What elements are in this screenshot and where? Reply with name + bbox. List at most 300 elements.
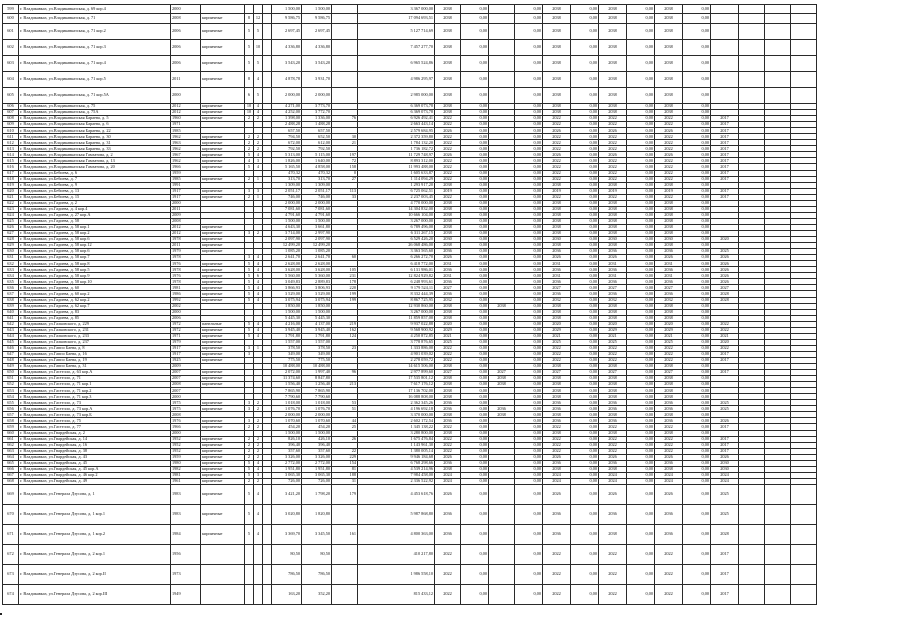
cell-y2: 2038 [543,72,571,88]
cell-v1: 0,00 [461,267,489,273]
cell-floors: 10 [245,104,254,110]
cell-year: 1971 [171,122,201,128]
cell-area: 3 369,70 [272,524,302,544]
cell-y1: 2038 [435,315,461,321]
cell-ent: 2 [254,230,263,236]
cell-y3: 2038 [599,14,627,24]
cell-v3: 0,00 [515,194,543,200]
cell-address: г. Владикавказ, ул.Генерала Дзусова, д. 1 [19,484,171,504]
cell-area2: 9 586,75 [302,14,332,24]
cell-year: 1975 [171,406,201,412]
cell-empty [791,584,817,604]
cell-v3: 0,00 [515,224,543,230]
cell-y1: 2038 [435,309,461,315]
cell-year: 2009 [171,364,201,370]
cell-y2: 2029 [543,327,571,333]
cell-floors [245,544,254,564]
cell-floors: 5 [245,24,254,40]
cell-v6: 0,00 [683,448,711,454]
cell-cost: 1 293 917,20 [358,182,435,188]
cell-empty [765,88,791,104]
cell-area2: 396,40 [302,442,332,448]
cell-v5: 0,00 [627,424,655,430]
cell-no: 660 [3,430,19,436]
cell-material: кирпичные [201,333,245,339]
cell-f6 [263,524,272,544]
cell-y1: 2022 [435,140,461,146]
cell-cost: 17 094 693,51 [358,14,435,24]
cell-v5: 0,00 [627,285,655,291]
cell-floors: 3 [245,351,254,357]
cell-floors: 3 [245,418,254,424]
cell-v4: 0,00 [571,406,599,412]
cell-floors: 2 [245,194,254,200]
cell-y1: 2038 [435,14,461,24]
cell-area: 378,50 [272,345,302,351]
cell-y5: 2017 [711,170,739,176]
cell-y4: 2026 [655,255,683,261]
cell-no: 617 [3,170,19,176]
cell-area: 9 586,75 [272,14,302,24]
cell-y4: 2024 [655,472,683,478]
cell-y4: 2038 [655,309,683,315]
cell-v4: 0,00 [571,134,599,140]
cell-y1: 2038 [435,388,461,394]
cell-v1: 0,00 [461,230,489,236]
cell-area: 3 075,94 [272,297,302,303]
cell-ent: 2 [254,400,263,406]
cell-floors: 2 [245,146,254,152]
cell-v3: 0,00 [515,122,543,128]
cell-address: г. Владикавказ, ул.Гадиева, д. 58 кор.10 [19,279,171,285]
cell-no: 601 [3,24,19,40]
cell-y4: 2022 [655,442,683,448]
cell-empty [739,40,765,56]
cell-y5: 2017 [711,128,739,134]
cell-empty [765,564,791,584]
cell-y3: 2038 [599,72,627,88]
cell-y1: 2026 [435,128,461,134]
cell-floors: 6 [245,88,254,104]
cell-empty [765,524,791,544]
cell-year: 1966 [171,164,201,170]
cell-y3: 2038 [599,5,627,14]
cell-area2: 652,50 [302,134,332,140]
cell-cost: 4 770 000,00 [358,200,435,206]
cell-y2: 2022 [543,146,571,152]
cell-f6 [263,584,272,604]
cell-floors: 8 [245,72,254,88]
cell-v5: 0,00 [627,128,655,134]
cell-area: 5 165,50 [272,164,302,170]
cell-address: г. Владикавказ, ул.Гадиева, д. 58 кор.2 [19,230,171,236]
cell-material: кирпичные [201,442,245,448]
table-row [3,504,817,524]
cell-cost: 3 367 000,00 [358,5,435,14]
cell-y1: 2036 [435,291,461,297]
cell-no: 608 [3,116,19,122]
cell-y2: 2038 [543,388,571,394]
cell-v3: 0,00 [515,110,543,116]
cell-v3: 0,00 [515,14,543,24]
cell-year: 1952 [171,442,201,448]
cell-empty [791,544,817,564]
cell-y1: 2022 [435,170,461,176]
cell-area2: 3 065,30 [302,472,332,478]
cell-address: г. Владикавказ, ул.Гадиева, д. 83 [19,309,171,315]
cell-y5: 2026 [711,267,739,273]
cell-material: кирпичные [201,424,245,430]
cell-floors: 5 [245,273,254,279]
cell-v4: 0,00 [571,255,599,261]
cell-y4: 2022 [655,122,683,128]
cell-year: 1976 [171,261,201,267]
cell-y5 [711,72,739,88]
cell-area2: 1 070,60 [302,418,332,424]
cell-v3: 0,00 [515,158,543,164]
table-row [3,88,817,104]
cell-area: 3 020,80 [272,504,302,524]
cell-y5: 2025 [711,484,739,504]
cell-y2: 2020 [543,321,571,327]
cell-y4: 2022 [655,544,683,564]
cell-v2: 2038 [489,303,515,309]
cell-v2 [489,524,515,544]
cell-floors: 5 [245,327,254,333]
cell-cost: 7 984 458,00 [358,472,435,478]
cell-address: г. Владикавказ, ул.Гвардейская, д. 45 кор.А [19,466,171,472]
cell-v2: 2027 [489,370,515,376]
cell-area: 2 697,45 [272,24,302,40]
cell-no: 672 [3,544,19,564]
cell-v1: 0,00 [461,564,489,584]
cell-empty [791,88,817,104]
cell-address: г. Владикавказ, ул.Владикавказская Бараева, д. 22 [19,128,171,134]
cell-no: 623 [3,206,19,212]
cell-y3: 2022 [599,436,627,442]
cell-v6: 0,00 [683,134,711,140]
cell-area: 792,50 [272,146,302,152]
cell-v6: 0,00 [683,116,711,122]
cell-cost: 3 363 565,60 [358,249,435,255]
cell-y1: 2022 [435,424,461,430]
cell-y3: 2022 [599,176,627,182]
cell-y1: 2022 [435,345,461,351]
cell-v4: 0,00 [571,291,599,297]
cell-y5 [711,24,739,40]
cell-y3: 2022 [599,584,627,604]
cell-y3: 2021 [599,333,627,339]
cell-address: г. Владикавказ, ул.Гадиева, д. 27 кор.А [19,212,171,218]
cell-area: 2 772,00 [272,460,302,466]
cell-v5: 0,00 [627,436,655,442]
cell-y4: 2036 [655,279,683,285]
cell-y3: 2038 [599,524,627,544]
cell-cost: 3 778 876,65 [358,339,435,345]
cell-area2: 5 360,00 [302,273,332,279]
cell-v6: 0,00 [683,454,711,460]
cell-v5: 0,00 [627,188,655,194]
cell-cost: 5 127 714,69 [358,24,435,40]
cell-y3: 2036 [599,400,627,406]
cell-y5: 2030 [711,460,739,466]
cell-y1: 2022 [435,134,461,140]
cell-area2: 454,20 [302,424,332,430]
cell-y2: 2038 [543,364,571,370]
cell-v1: 0,00 [461,285,489,291]
cell-v3: 0,00 [515,164,543,170]
cell-y2: 2024 [543,472,571,478]
cell-v5: 0,00 [627,176,655,182]
cell-f9: 60 [332,255,358,261]
cell-material: кирпичные [201,261,245,267]
cell-y4: 2032 [655,297,683,303]
cell-y5: 2028 [711,291,739,297]
cell-address: г. Владикавказ, ул.Гадиева, д. 58 кор.6 [19,237,171,243]
cell-v6: 0,00 [683,466,711,472]
cell-v3: 0,00 [515,321,543,327]
cell-v4: 0,00 [571,297,599,303]
cell-v4: 0,00 [571,122,599,128]
cell-v5: 0,00 [627,339,655,345]
cell-y4: 2038 [655,40,683,56]
cell-ent: 4 [254,460,263,466]
cell-v5: 0,00 [627,56,655,72]
cell-v6: 0,00 [683,291,711,297]
cell-ent: 4 [254,72,263,88]
cell-year: 1956 [171,544,201,564]
cell-ent: 1 [254,176,263,182]
cell-v5: 0,00 [627,249,655,255]
cell-ent: 4 [254,333,263,339]
cell-y3: 2036 [599,249,627,255]
cell-area2: 1 500,00 [302,430,332,436]
cell-y2: 2022 [543,158,571,164]
cell-address: г. Владикавказ, ул.Владикавказская, д. 75А [19,110,171,116]
cell-ent: 4 [254,504,263,524]
cell-year: 1983 [171,484,201,504]
cell-area: 1 500,00 [272,309,302,315]
cell-y5: 2017 [711,370,739,376]
cell-v6: 0,00 [683,364,711,370]
cell-v1: 0,00 [461,303,489,309]
cell-y3: 2038 [599,466,627,472]
cell-v5: 0,00 [627,224,655,230]
cell-year: 1978 [171,237,201,243]
cell-area2: 426,10 [302,436,332,442]
cell-year: 1917 [171,345,201,351]
cell-v5: 0,00 [627,472,655,478]
cell-y1: 2022 [435,116,461,122]
cell-v1: 0,00 [461,176,489,182]
cell-y3: 2038 [599,230,627,236]
cell-v2 [489,584,515,604]
cell-address: г. Владикавказ, ул.Гадиева, д. 58 кор.8 [19,261,171,267]
cell-ent: 4 [254,164,263,170]
cell-no: 635 [3,279,19,285]
cell-area2: 4 791,60 [302,212,332,218]
cell-no: 613 [3,146,19,152]
cell-y5: 2017 [711,140,739,146]
cell-y3: 2036 [599,279,627,285]
cell-v4: 0,00 [571,237,599,243]
cell-v4: 0,00 [571,524,599,544]
cell-f9: 81 [332,466,358,472]
cell-y1: 2038 [435,376,461,382]
cell-v1: 0,00 [461,504,489,524]
cell-y4: 2026 [655,484,683,504]
cell-v4: 0,00 [571,110,599,116]
cell-f6 [263,5,272,14]
cell-y3: 2036 [599,418,627,424]
cell-v4: 0,00 [571,24,599,40]
cell-area2: 1 500,00 [302,5,332,14]
cell-area: 1 018,00 [272,400,302,406]
cell-material: кирпичные [201,400,245,406]
cell-no: 659 [3,424,19,430]
cell-no: 605 [3,88,19,104]
cell-material: кирпичные [201,297,245,303]
cell-cost: 14 615 506,00 [358,364,435,370]
cell-v4: 0,00 [571,158,599,164]
cell-ent: 2 [254,436,263,442]
cell-y3: 2038 [599,88,627,104]
cell-y2: 2038 [543,303,571,309]
cell-cost: 17 136 702,00 [358,388,435,394]
cell-area2: 786,50 [302,564,332,584]
cell-address: г. Владикавказ, ул.Гадиева, д. 85 [19,315,171,321]
cell-y4: 2036 [655,291,683,297]
cell-y2: 2022 [543,176,571,182]
cell-y4: 2019 [655,188,683,194]
cell-cost: 4 986 295,97 [358,72,435,88]
cell-v5: 0,00 [627,182,655,188]
cell-area: 3 543,20 [272,56,302,72]
cell-y1: 2038 [435,24,461,40]
cell-area: 1 791,80 [272,333,302,339]
cell-no: 671 [3,524,19,544]
cell-area: 1 500,00 [272,218,302,224]
cell-y4: 2031 [655,261,683,267]
cell-empty [739,14,765,24]
cell-no: 621 [3,194,19,200]
cell-material: кирпичные [201,104,245,110]
cell-y2: 2036 [543,406,571,412]
cell-v1: 0,00 [461,484,489,504]
cell-v4: 0,00 [571,584,599,604]
cell-material: кирпичные [201,406,245,412]
cell-v6: 0,00 [683,255,711,261]
cell-area: 5 313,00 [272,152,302,158]
cell-v1: 0,00 [461,237,489,243]
cell-v2 [489,40,515,56]
cell-v4: 0,00 [571,218,599,224]
cell-no: 610 [3,128,19,134]
cell-no: 628 [3,237,19,243]
cell-y2: 2027 [543,285,571,291]
cell-y3: 2038 [599,224,627,230]
cell-y3: 2038 [599,430,627,436]
cell-address: г. Владикавказ, ул.Гвардейская, д. 16 [19,442,171,448]
cell-area2: 7 790,60 [302,394,332,400]
cell-v6: 0,00 [683,430,711,436]
cell-year: 2006 [171,315,201,321]
cell-empty [791,24,817,40]
cell-v5: 0,00 [627,454,655,460]
cell-empty [739,564,765,584]
cell-cost: 3 280 800,00 [358,430,435,436]
cell-v5: 0,00 [627,230,655,236]
cell-area2: 352,20 [302,584,332,604]
cell-v5: 0,00 [627,170,655,176]
cell-v3: 0,00 [515,72,543,88]
cell-area2: 4 336,80 [302,40,332,56]
cell-v3: 0,00 [515,212,543,218]
cell-material [201,5,245,14]
cell-empty [739,72,765,88]
cell-v4: 0,00 [571,72,599,88]
cell-y3: 2020 [599,321,627,327]
cell-v3: 0,00 [515,472,543,478]
cell-address: г. Владикавказ, ул.Бебиева, д. 15 [19,194,171,200]
cell-address: г. Владикавказ, ул.Владикавказская Бараева, д. 31 [19,140,171,146]
cell-v1: 0,00 [461,478,489,484]
cell-cost: 1 736 182,72 [358,146,435,152]
cell-v3: 0,00 [515,188,543,194]
cell-v1: 0,00 [461,321,489,327]
cell-cost: 3 267 000,00 [358,218,435,224]
cell-v1: 0,00 [461,206,489,212]
cell-area2: 1 336,00 [302,116,332,122]
cell-v5: 0,00 [627,40,655,56]
cell-y4: 2025 [655,339,683,345]
cell-v1: 0,00 [461,104,489,110]
cell-floors: 5 [245,291,254,297]
cell-y3: 2022 [599,345,627,351]
cell-area: 2 488,28 [272,122,302,128]
cell-f9: 229 [332,454,358,460]
cell-f6 [263,88,272,104]
cell-v3: 0,00 [515,524,543,544]
cell-v3: 0,00 [515,351,543,357]
cell-v3: 0,00 [515,400,543,406]
cell-no: 668 [3,478,19,484]
cell-y1: 2036 [435,418,461,424]
cell-floors: 2 [245,140,254,146]
cell-y3: 2038 [599,315,627,321]
cell-v5: 0,00 [627,478,655,484]
cell-floors: 5 [245,504,254,524]
cell-area2: 3 945,40 [302,327,332,333]
cell-y1: 2031 [435,261,461,267]
cell-v1: 0,00 [461,182,489,188]
cell-v6: 0,00 [683,152,711,158]
cell-floors: 5 [245,472,254,478]
cell-v3: 0,00 [515,267,543,273]
cell-v5: 0,00 [627,243,655,249]
cell-y5: 2028 [711,524,739,544]
cell-y3: 2031 [599,261,627,267]
cell-empty [739,584,765,604]
cell-y2: 2038 [543,315,571,321]
cell-v5: 0,00 [627,388,655,394]
cell-address: г. Владикавказ, ул.Владикавказская Гамзатова, д. 2 [19,152,171,158]
cell-address: г. Владикавказ, ул.Владикавказская, д. 71 кор.5А [19,88,171,104]
cell-year: 1972 [171,321,201,327]
cell-floors: 8 [245,14,254,24]
cell-empty [791,40,817,56]
cell-y5: 2021 [711,333,739,339]
